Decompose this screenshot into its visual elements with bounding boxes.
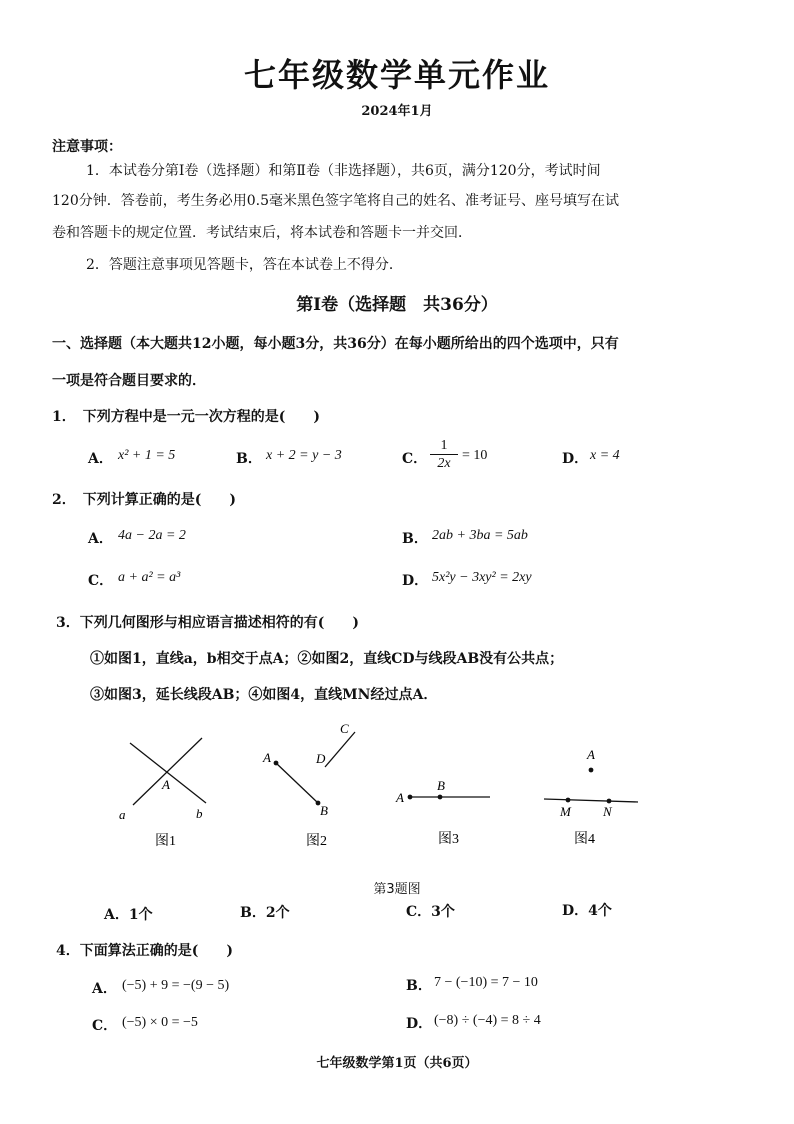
q1-option-b: x + 2 = y − 3 — [266, 448, 342, 463]
q2-d-label: D． — [402, 573, 429, 589]
figure-2 — [262, 721, 355, 849]
note-1-line-1: 1．本试卷分第Ⅰ卷（选择题）和第Ⅱ卷（非选择题），共6页，满分120分，考试时间 — [86, 163, 601, 179]
fig3-label-A: A — [396, 790, 404, 805]
fig1-label-b: b — [196, 806, 203, 821]
q3-option-a: A．1个 — [104, 907, 153, 923]
fig1-label-a: a — [119, 807, 126, 822]
q4-stem: 4．下面算法正确的是( ) — [56, 943, 233, 959]
fig2-label-D: D — [316, 751, 326, 766]
fig2-label-C: C — [340, 721, 349, 736]
q1-option-c-denominator: 2x — [437, 456, 451, 471]
q1-b-label: B． — [236, 451, 262, 467]
fig4-line-MN — [544, 799, 638, 802]
fig1-label-A: A — [162, 777, 170, 792]
q1-option-d: x = 4 — [590, 448, 620, 463]
fig4-point-N — [607, 799, 612, 804]
q2-option-b: 2ab + 3ba = 5ab — [432, 528, 528, 543]
figure-3 — [395, 778, 490, 847]
q2-stem: 2． 下列计算正确的是( ) — [52, 492, 236, 508]
q1-c-label: C． — [402, 451, 428, 467]
q1-option-c-fraction — [430, 438, 458, 473]
fig4-point-A — [589, 768, 594, 773]
q2-a-label: A． — [88, 531, 113, 547]
q1-option-c-numerator: 1 — [430, 438, 458, 455]
fig2-label-A: A — [263, 750, 271, 765]
q2-c-label: C． — [88, 573, 114, 589]
fig3-point-B — [438, 795, 443, 800]
section-intro-line-1: 一、选择题（本大题共12小题，每小题3分，共36分）在每小题所给出的四个选项中，只有 — [52, 336, 619, 352]
q1-option-c-rest: = 10 — [462, 448, 488, 463]
q3-stem: 3．下列几何图形与相应语言描述相符的有( ) — [56, 615, 359, 631]
fig2-label-B: B — [320, 803, 328, 818]
q4-option-b: 7 − (−10) = 7 − 10 — [434, 975, 538, 990]
q2-option-c: a + a² = a³ — [118, 570, 181, 585]
q2-option-d: 5x²y − 3xy² = 2xy — [432, 570, 532, 585]
note-1-line-3: 卷和答题卡的规定位置．考试结束后，将本试卷和答题卡一并交回． — [52, 225, 472, 241]
fig4-label-M: M — [560, 804, 571, 819]
q1-stem: 1． 下列方程中是一元一次方程的是( ) — [52, 409, 320, 425]
page-footer: 七年级数学第1页（共6页） — [316, 1056, 478, 1071]
q3-figures — [100, 715, 660, 865]
fig1-line-b — [130, 743, 206, 803]
note-2: 2．答题注意事项见答题卡，答在本试卷上不得分． — [86, 257, 403, 273]
q1-d-label: D． — [562, 451, 589, 467]
q3-statement-line-1: ①如图1，直线a，b相交于点A；②如图2，直线CD与线段AB没有公共点； — [90, 651, 564, 667]
fig4-caption: 图4 — [574, 832, 595, 847]
exam-date: 2024年1月 — [361, 104, 433, 119]
q4-option-a: (−5) + 9 = −(9 − 5) — [122, 978, 230, 993]
section-title: 第Ⅰ卷（选择题 共36分） — [296, 295, 498, 315]
figure-1 — [119, 738, 206, 849]
q1-option-a: x² + 1 = 5 — [118, 448, 176, 463]
q4-a-label: A． — [92, 981, 117, 997]
fig4-label-A: A — [587, 747, 595, 762]
q1-a-label: A． — [88, 451, 113, 467]
q4-option-d: (−8) ÷ (−4) = 8 ÷ 4 — [434, 1013, 541, 1028]
q4-d-label: D． — [406, 1016, 433, 1032]
fig3-caption: 图3 — [438, 832, 459, 847]
q4-option-c: (−5) × 0 = −5 — [122, 1015, 198, 1030]
fig1-caption: 图1 — [155, 834, 176, 849]
figure-4 — [544, 747, 638, 847]
q3-option-c: C．3个 — [406, 904, 455, 920]
fig2-caption: 图2 — [306, 834, 327, 849]
note-1-line-2: 120分钟．答卷前，考生务必用0.5毫米黑色签字笔将自己的姓名、准考证号、座号填写在试 — [52, 193, 619, 209]
fig2-segment-AB — [276, 763, 318, 803]
fig2-line-CD — [325, 732, 355, 767]
page-title: 七年级数学单元作业 — [243, 56, 550, 94]
q3-figure-caption: 第3题图 — [373, 882, 421, 897]
q2-b-label: B． — [402, 531, 428, 547]
fig3-label-B: B — [437, 778, 445, 793]
fig1-line-a — [133, 738, 202, 805]
q3-option-d: D．4个 — [562, 903, 612, 919]
section-intro-line-2: 一项是符合题目要求的． — [52, 373, 206, 389]
q2-option-a: 4a − 2a = 2 — [118, 528, 186, 543]
q3-statement-line-2: ③如图3，延长线段AB；④如图4，直线MN经过点A． — [90, 687, 438, 703]
fig3-point-A — [408, 795, 413, 800]
notes-heading: 注意事项： — [52, 139, 122, 155]
q3-option-b: B．2个 — [240, 905, 290, 921]
fig4-label-N: N — [603, 804, 612, 819]
q4-c-label: C． — [92, 1018, 118, 1034]
fig2-point-A — [274, 761, 279, 766]
q4-b-label: B． — [406, 978, 432, 994]
fig4-point-M — [566, 798, 571, 803]
